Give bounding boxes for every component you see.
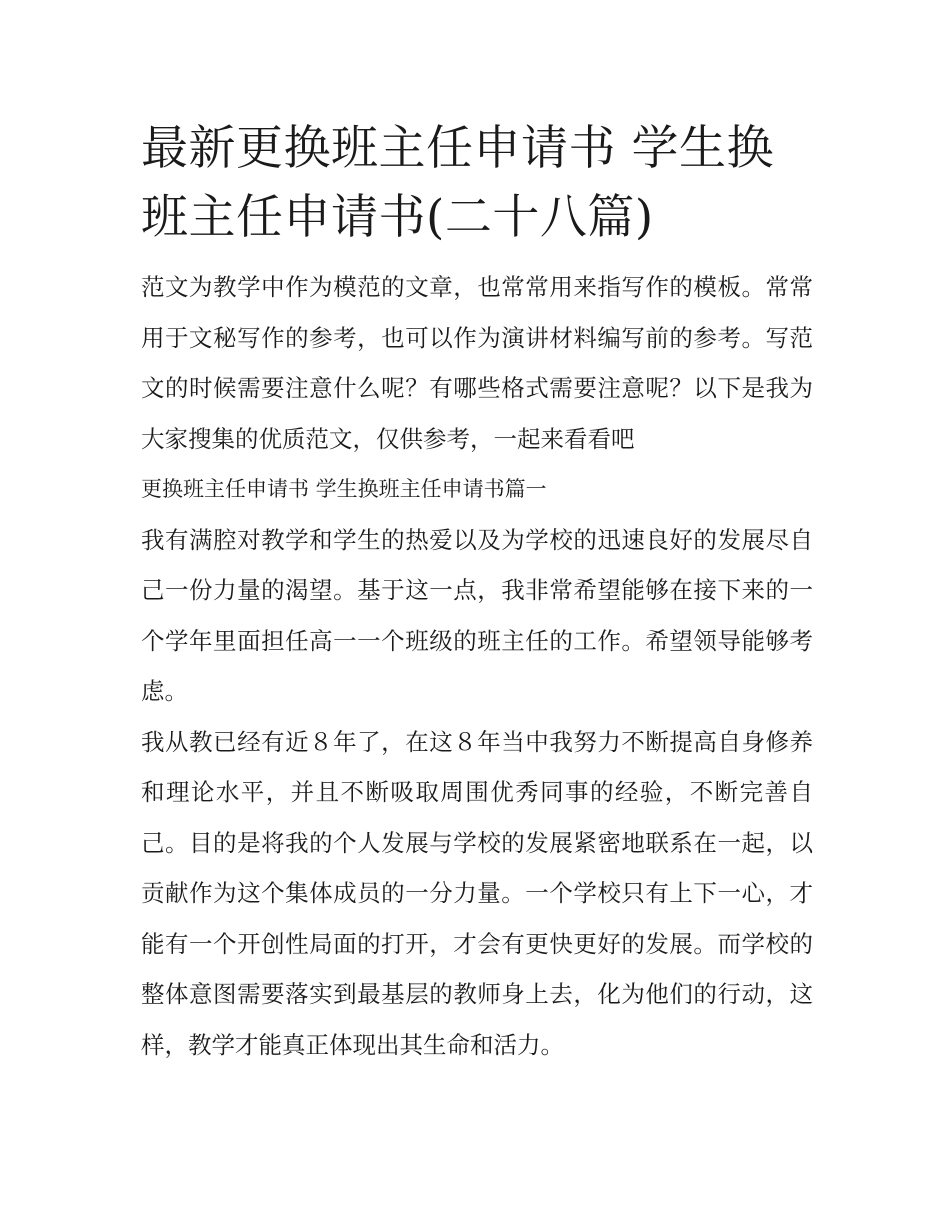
intro-paragraph: 范文为教学中作为模范的文章，也常常用来指写作的模板。常常用于文秘写作的参考，也可以作为演讲材料编写前的参考。写范文的时候需要注意什么呢？有哪些格式需要注意呢？以下是我为大家搜集的优质范文，仅供参考，一起来看看吧 (141, 273, 813, 453)
body-paragraph-2: 我从教已经有近８年了，在这８年当中我努力不断提高自身修养和理论水平，并且不断吸取周围优秀同事的经验，不断完善自己。目的是将我的个人发展与学校的发展紧密地联系在一起，以贡献作为这个集体成员的一分力量。一个学校只有上下一心，才能有一个开创性局面的打开，才会有更快更好的发展。而学校的整体意图需要落实到最基层的教师身上去，化为他们的行动，这样，教学才能真正体现出其生命和活力。 (141, 727, 813, 1059)
document-content (141, 114, 813, 1070)
body-paragraph-1: 我有满腔对教学和学生的热爱以及为学校的迅速良好的发展尽自己一份力量的渴望。基于这一点，我非常希望能够在接下来的一个学年里面担任高一一个班级的班主任的工作。希望领导能够考虑。 (141, 525, 813, 705)
section-heading: 更换班主任申请书 学生换班主任申请书篇一 (141, 477, 547, 501)
document-title: 最新更换班主任申请书 学生换班主任申请书(二十八篇) (141, 121, 774, 245)
